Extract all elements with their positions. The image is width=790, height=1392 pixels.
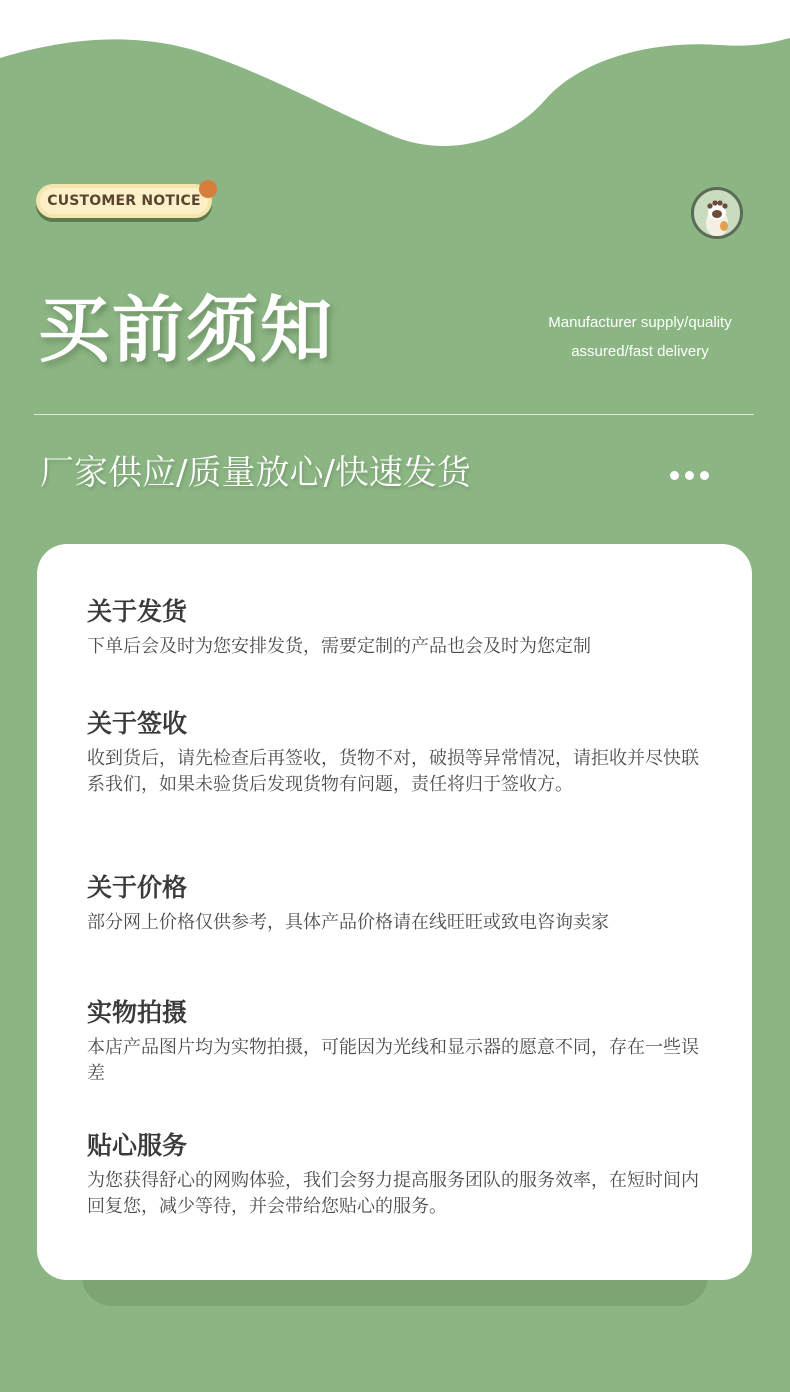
- section-signing: [87, 708, 707, 798]
- english-subtitle: [520, 308, 760, 366]
- section-service: [87, 1130, 707, 1220]
- notice-card: [37, 544, 752, 1280]
- cat-paw-icon: [691, 187, 743, 239]
- customer-notice-label: CUSTOMER NOTICE: [40, 188, 208, 214]
- badge-dot: [199, 180, 217, 198]
- section-heading: 关于发货: [87, 597, 188, 626]
- divider: [34, 414, 754, 415]
- section-shipping: [87, 596, 707, 660]
- section-body: 收到货后，请先检查后再签收，货物不对，破损等异常情况，请拒收并尽快联系我们，如果未验货后发现货物有问题，责任将归于签收方。: [87, 748, 699, 795]
- section-body: 为您获得舒心的网购体验，我们会努力提高服务团队的服务效率，在短时间内回复您，减少等待，并会带给您贴心的服务。: [87, 1170, 699, 1217]
- english-subtitle-line-2: assured/fast delivery: [571, 343, 709, 360]
- section-body: 本店产品图片均为实物拍摄，可能因为光线和显示器的愿意不同，存在一些误差: [87, 1037, 699, 1084]
- section-heading: 贴心服务: [87, 1131, 188, 1160]
- customer-notice-badge: [36, 184, 212, 218]
- section-price: [87, 872, 707, 936]
- section-heading: 关于价格: [87, 873, 188, 902]
- section-photography: [87, 997, 707, 1087]
- section-body: 下单后会及时为您安排发货，需要定制的产品也会及时为您定制: [87, 636, 591, 657]
- section-heading: 实物拍摄: [87, 998, 188, 1027]
- section-body: 部分网上价格仅供参考，具体产品价格请在线旺旺或致电咨询卖家: [87, 912, 609, 933]
- tagline: 厂家供应/质量放心/快速发货: [40, 453, 471, 493]
- more-dots-icon: [670, 471, 710, 483]
- english-subtitle-line-1: Manufacturer supply/quality: [548, 314, 732, 331]
- section-heading: 关于签收: [87, 709, 188, 738]
- page-title: 买前须知: [38, 288, 335, 372]
- top-wave-decoration: [0, 0, 790, 170]
